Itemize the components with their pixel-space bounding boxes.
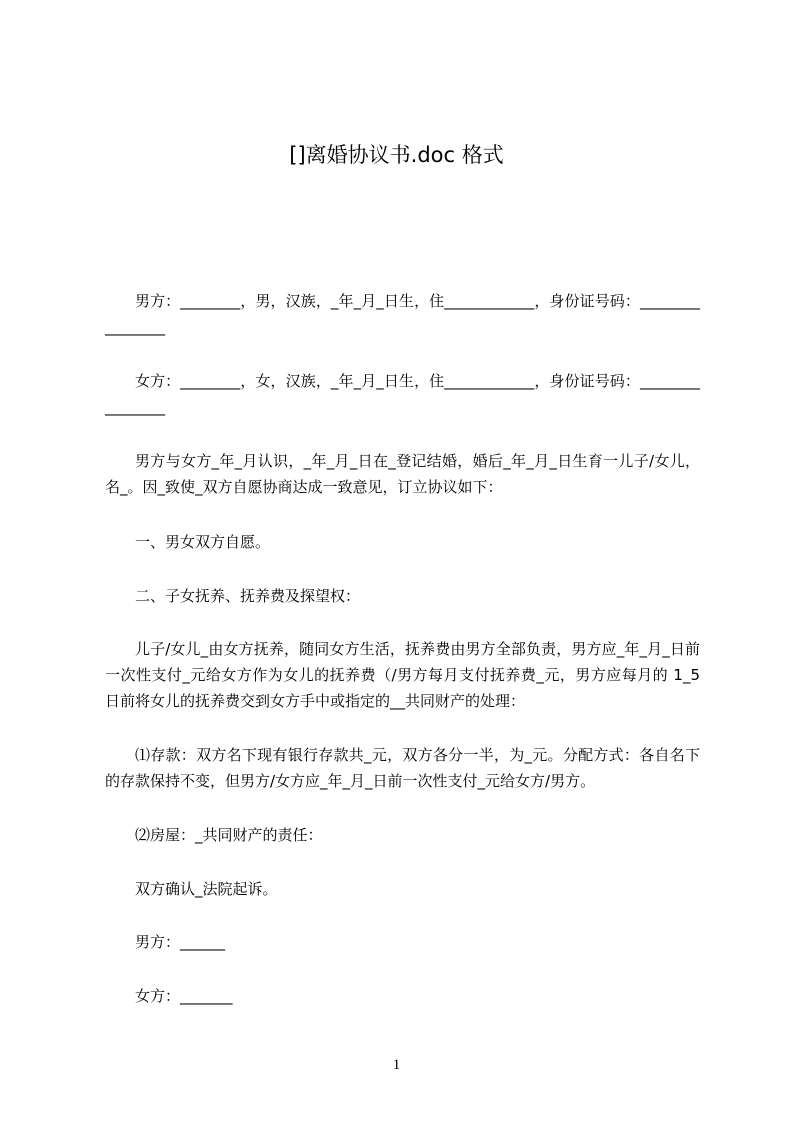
- paragraph-clause-one: 一、男女双方自愿。: [135, 533, 271, 551]
- paragraph-female-party: 女方：________，女，汉族，_年_月_日生，住____________，身份证号码：________________: [105, 372, 700, 416]
- page-number: 1: [392, 1057, 401, 1073]
- document-title: []离婚协议书.doc 格式: [289, 143, 504, 167]
- signature-female: 女方：_______: [135, 987, 233, 1005]
- paragraph-court-confirmation: 双方确认_法院起诉。: [135, 880, 278, 898]
- paragraph-marriage-background: 男方与女方_年_月认识，_年_月_日在_登记结婚，婚后_年_月_日生育一儿子/女儿，名_。因_致使_双方自愿协商达成一致意见，订立协议如下：: [105, 452, 700, 496]
- signature-male: 男方：______: [135, 933, 226, 951]
- paragraph-clause-two: 二、子女抚养、抚养费及探望权：: [135, 587, 361, 605]
- paragraph-child-support: 儿子/女儿_由女方抚养，随同女方生活，抚养费由男方全部负责，男方应_年_月_日前一次性支付_元给女方作为女儿的抚养费（/男方每月支付抚养费_元，男方应每月的 1_5 日前将女儿的抚养费交到女方手中或指定的__共同财产的处理：: [105, 640, 700, 710]
- paragraph-savings: ⑴存款：双方名下现有银行存款共_元，双方各分一半，为_元。分配方式：各自名下的存款保持不变，但男方/女方应_年_月_日前一次性支付_元给女方/男方。: [105, 746, 700, 790]
- paragraph-male-party: 男方：________，男，汉族，_年_月_日生，住____________，身份证号码：________________: [105, 292, 700, 336]
- paragraph-house: ⑵房屋：_共同财产的责任：: [135, 826, 323, 844]
